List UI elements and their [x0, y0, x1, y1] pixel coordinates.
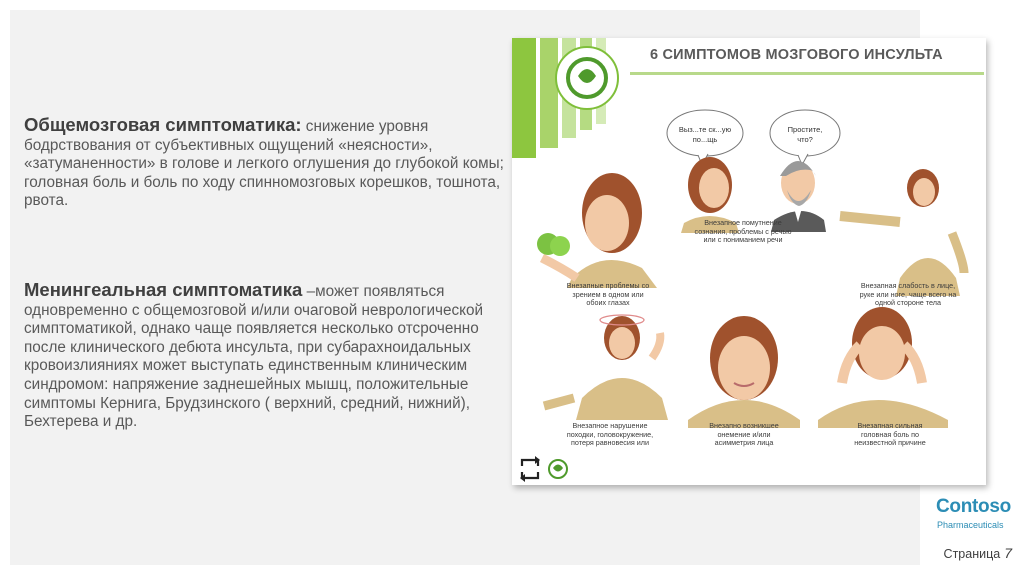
figure-weakness-woman	[840, 169, 964, 296]
page-number	[944, 545, 1012, 561]
svg-text:что?: что?	[797, 135, 813, 144]
brand-name: Contoso	[936, 496, 1011, 517]
brand-subtitle: Pharmaceuticals	[937, 520, 1004, 530]
speech-bubble-2	[770, 110, 840, 165]
caption-gait: Внезапное нарушение походки, головокружение, потеря равновесия или	[566, 421, 654, 448]
svg-text:Простите,: Простите,	[787, 125, 823, 134]
page-number-value: 7	[1004, 545, 1012, 561]
center-logo-icon	[556, 47, 618, 109]
figure-numbness-woman	[688, 316, 800, 428]
figure-gait-woman	[544, 315, 668, 420]
title-underline	[630, 72, 984, 75]
speech-bubble-1	[667, 110, 743, 165]
general-cerebral-text: снижение уровня бодрствования от субъективных ощущений «неясности», «затуманенности» в голове и легкого оглушения до глубокой комы; головная боль и боль по ходу спинномозговых корешков, тошнота, рвота.	[24, 118, 504, 210]
green-bar-1	[512, 38, 536, 158]
stroke-symptoms-poster	[512, 38, 986, 485]
poster-title: 6 СИМПТОМОВ МОЗГОВОГО ИНСУЛЬТА	[650, 47, 943, 63]
caption-speech: Внезапное помутнение сознания, проблемы с речью или с пониманием речи	[694, 218, 792, 245]
meningeal-paragraph	[24, 281, 514, 432]
green-bar-2	[540, 38, 558, 148]
caption-headache: Внезапная сильная головная боль по неизвестной причине	[854, 421, 926, 448]
figure-vision-woman	[537, 173, 657, 288]
svg-text:по...щь: по...щь	[692, 135, 718, 144]
small-logo-icon	[549, 460, 567, 478]
caption-weakness: Внезапная слабость в лице, руке или ноге, чаще всего на одной стороне тела	[859, 281, 957, 308]
svg-text:Выз...те ск...ую: Выз...те ск...ую	[678, 125, 732, 134]
general-cerebral-heading: Общемозговая симптоматика:	[24, 114, 302, 135]
caption-numbness: Внезапно возникшее онемение и/или асимметрия лица	[709, 421, 779, 448]
page-label: Страница	[943, 547, 1001, 561]
caption-vision: Внезапные проблемы со зрением в одном или обоих глазах	[566, 281, 650, 308]
meningeal-text: –может появляться одновременно с общемозговой и/или очаговой неврологической симптоматикой, однако чаще появляется несколько отсроченно после клинического дебюта инсульта, при субарахноидальных кровоизлияниях может выступать единственным клиническим синдромом: напряжение заднешейных мышц, положительные симптомы Кернига, Брудзинского ( верхний, средний, нижний), Бехтерева и др.	[24, 283, 484, 431]
meningeal-heading: Менингеальная симптоматика	[24, 279, 303, 300]
brand-logo	[936, 496, 1020, 530]
general-cerebral-paragraph	[24, 116, 514, 211]
poster-art	[512, 38, 986, 485]
figure-headache-woman	[818, 307, 948, 428]
repost-icon	[520, 456, 540, 482]
